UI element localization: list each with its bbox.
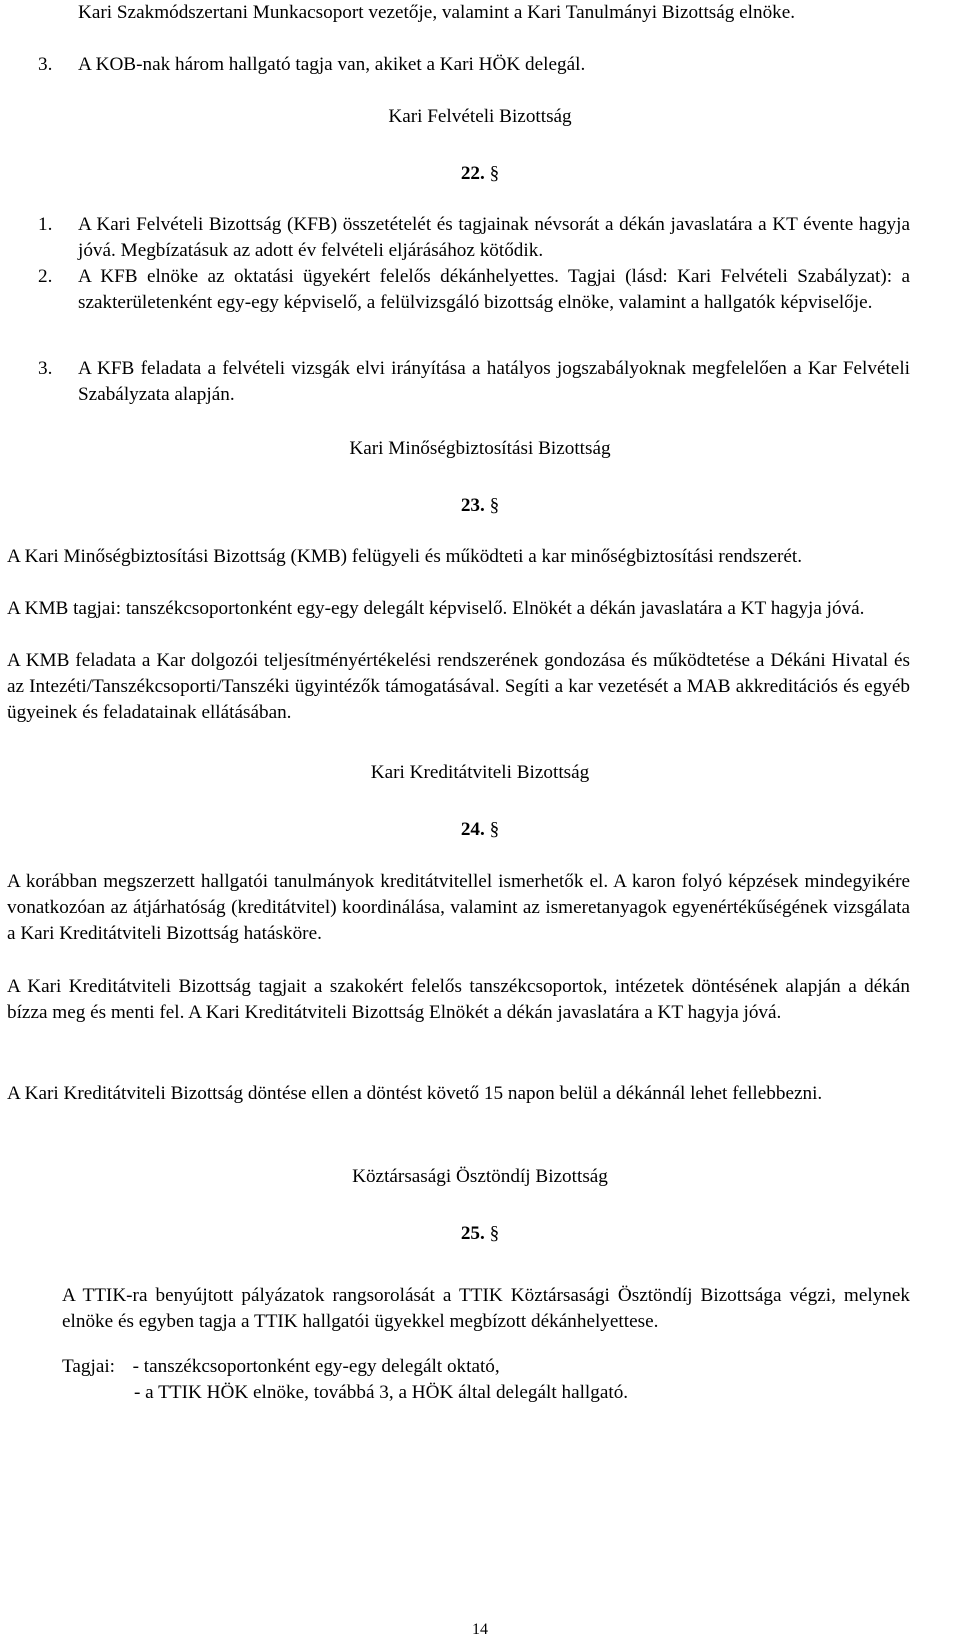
section-number: 24. §: [460, 819, 500, 840]
section-heading: Kari Minőségbiztosítási Bizottság: [349, 438, 611, 459]
section-heading: Kari Felvételi Bizottság: [388, 106, 572, 127]
section-number: 23. §: [460, 495, 500, 516]
members-label: Tagjai:: [62, 1356, 115, 1377]
section-number: 22. §: [460, 163, 500, 184]
members-list: [62, 1354, 910, 1406]
list-item-text: A Kari Felvételi Bizottság (KFB) összetételét és tagjainak névsorát a dékán javaslatára a KT évente hagyja jóvá. Megbízatásuk az adott év felvételi eljárásához kötődik.: [78, 214, 910, 261]
paragraph: A Kari Kreditátviteli Bizottság tagjait a szakokért felelős tanszékcsoportok, intézetek döntésének alapján a dékán bízza meg és menti fel. A Kari Kreditátviteli Bizottság Elnökét a dékán javaslatára a KT hagyja jóvá.: [7, 976, 910, 1023]
section-number: 25. §: [460, 1223, 500, 1244]
continuation-paragraph: Kari Szakmódszertani Munkacsoport vezetője, valamint a Kari Tanulmányi Bizottság elnöke.: [78, 2, 796, 23]
section-heading: Köztársasági Ösztöndíj Bizottság: [352, 1166, 608, 1187]
paragraph: A KMB tagjai: tanszékcsoportonként egy-egy delegált képviselő. Elnökét a dékán javaslatára a KT hagyja jóvá.: [7, 598, 865, 619]
list-item-number: 3.: [38, 54, 53, 75]
list-item-text: A KFB elnöke az oktatási ügyekért felelős dékánhelyettes. Tagjai (lásd: Kari Felvételi Szabályzat): a szakterületenként egy-egy képviselő, a felülvizsgáló bizottság elnöke, valamint a hallgatók képviselője.: [78, 266, 910, 313]
list-item-text: A KOB-nak három hallgató tagja van, akiket a Kari HÖK delegál.: [78, 54, 586, 75]
page-number: 14: [472, 1621, 488, 1638]
list-item-number: 3.: [38, 358, 53, 379]
paragraph-sign-icon: §: [489, 819, 500, 840]
section-heading: Kari Kreditátviteli Bizottság: [370, 762, 590, 783]
paragraph: A korábban megszerzett hallgatói tanulmányok kreditátvitellel ismerhetők el. A karon folyó képzések mindegyikére vonatkozóan az átjárhatóság (kreditátvitel) koordinálása, valamint az ismeretanyagok egyenértékűségének vizsgálata a Kari Kreditátviteli Bizottság hatásköre.: [7, 871, 910, 944]
list-item: - a TTIK HÖK elnöke, továbbá 3, a HÖK által delegált hallgató.: [134, 1382, 629, 1403]
list-item: [38, 212, 910, 264]
list-item: [38, 356, 910, 408]
paragraph: A Kari Minőségbiztosítási Bizottság (KMB) felügyeli és működteti a kar minőségbiztosítási rendszerét.: [7, 546, 803, 567]
paragraph-sign-icon: §: [489, 163, 500, 184]
paragraph: A Kari Kreditátviteli Bizottság döntése ellen a döntést követő 15 napon belül a dékánnál lehet fellebbezni.: [7, 1083, 823, 1104]
list-item-text: A KFB feladata a felvételi vizsgák elvi irányítása a hatályos jogszabályoknak megfelelően a Kar Felvételi Szabályzata alapján.: [78, 358, 910, 405]
paragraph: A KMB feladata a Kar dolgozói teljesítményértékelési rendszerének gondozása és működtetése a Dékáni Hivatal és az Intezéti/Tanszékcsoporti/Tanszéki ügyintézők támogatásával. Segíti a kar vezetését a MAB akkreditációs és egyéb ügyeinek és feladatainak ellátásában.: [7, 650, 910, 723]
paragraph-sign-icon: §: [489, 495, 500, 516]
paragraph: A TTIK-ra benyújtott pályázatok rangsorolását a TTIK Köztársasági Ösztöndíj Bizottsága végzi, melynek elnöke és egyben tagja a TTIK hallgatói ügyekkel megbízott dékánhelyettese.: [62, 1285, 910, 1332]
list-item: [38, 264, 910, 316]
list-item-number: 1.: [38, 214, 53, 235]
list-item-number: 2.: [38, 266, 53, 287]
list-item: - tanszékcsoportonként egy-egy delegált oktató,: [132, 1356, 500, 1377]
paragraph-sign-icon: §: [489, 1223, 500, 1244]
